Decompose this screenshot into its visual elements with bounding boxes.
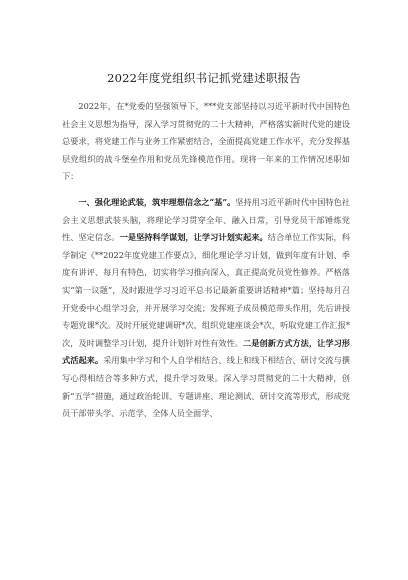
document-title: 2022年度党组织书记抓党建述职报告: [107, 71, 301, 85]
document-body: [62, 98, 350, 429]
section-one-paragraph: [62, 194, 350, 423]
intro-paragraph: [62, 98, 350, 186]
subsection-two-text: 采用集中学习和个人自学相结合、线上和线下相结合、研讨交流与撰写心得相结合等多种方式，提升学习效果。深入学习贯彻党的二十大精神，创新“五学”措施，通过政治轮训、专题讲座、理论测试、研讨交流等形式，形成党员干部带头学、示范学，全体人员全面学、: [62, 355, 350, 419]
intro-text: 2022年，在*党委的坚强领导下，***党支部坚持以习近平新时代中国特色社会主义思想为指导，深入学习贯彻党的二十大精神，严格落实新时代党的建设总要求，将党建工作与业务工作紧密结合，全面提高党建工作水平，充分发挥基层党组织的战斗堡垒作用和党员先锋模范作用。现将一年来的工作情况述职如下：: [62, 101, 350, 182]
subsection-one-text: 结合单位工作实际，科学制定《**2022年度党建工作要点》，细化理论学习计划，做到年度有计划、季度有讲评、每月有特色，切实将学习推向深入，真正提高党员党性修养。严格落实“第一议题”，及时跟进学习习近平总书记最新重要讲话精神*篇；坚持每月召开党委中心组学习会，并开展学习交流；发挥班子成员模范带头作用，先后讲授专题党课*次。及时开展党建调研*次，组织党建座谈会*次，听取党建工作汇报*次，及时调整学习计划，提升计划针对性有效性。: [62, 232, 350, 348]
subheading-one: 一是坚持科学谋划，让学习计划实起来。: [119, 232, 268, 243]
subheading-two: 二是创新方式方法，让学习形式活起来。: [62, 337, 350, 366]
section-text: 坚持用习近平新时代中国特色社会主义思想武装头脑，将理论学习贯穿全年、融入日常，引导党员干部锤炼党性、坚定信念。: [62, 196, 350, 243]
section-heading: 一、强化理论武装，筑牢理想信念之“基”。: [78, 196, 236, 207]
